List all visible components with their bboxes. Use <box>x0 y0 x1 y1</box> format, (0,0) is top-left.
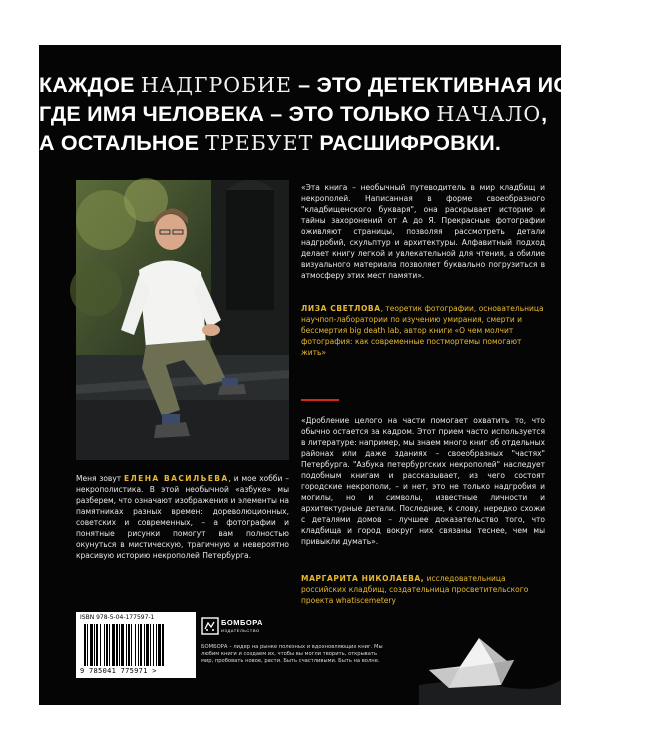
headline-accent-word: ТРЕБУЕТ <box>205 131 314 155</box>
isbn-barcode <box>76 612 196 678</box>
headline-text: А ОСТАЛЬНОЕ <box>39 131 206 155</box>
logo-subtitle: ИЗДАТЕЛЬСТВО <box>221 628 260 633</box>
isbn-label: ISBN 978-5-04-177597-1 <box>80 614 155 621</box>
headline-line-2 <box>39 100 561 129</box>
author-bio <box>76 473 289 561</box>
red-divider <box>301 399 339 401</box>
headline-line-1 <box>39 71 650 100</box>
headline <box>39 71 650 158</box>
headline-line-3 <box>39 129 561 158</box>
author-photo <box>76 180 289 460</box>
author-role: исследовательница российских кладбищ, создательница просветительского проекта whatiscemetery <box>301 574 529 605</box>
publisher-logo <box>201 615 261 641</box>
bio-text: , и мое хобби – некрополистика. В этой необычной «азбуке» мы разберем, что означают изображения и элементы на памятниках разных времен: дореволюционных, советских и современных, – а фотографии и понятные рисунки помогут вам полностью окунуться в мистическую, трагичную и невероятно красивую историю некрополей Петербурга. <box>76 474 289 560</box>
headline-text: РАСШИФРОВКИ. <box>313 131 502 155</box>
headline-accent-word: НАЧАЛО <box>436 102 542 126</box>
bio-author-name: ЕЛЕНА ВАСИЛЬЕВА <box>124 474 229 483</box>
headline-text: , <box>541 102 548 126</box>
barcode-bars <box>84 624 188 666</box>
review-author-2 <box>301 573 545 606</box>
review-quote-2: «Дробление целого на части помогает охватить то, что обычно остается за кадром. Этот прием часто используется в литературе: например, мы знаем много книг об отдельных районах или даже зданиях – своеобразных "частях" Петербурга. "Азбука петербургских некрополей" наследует подобным книгам и рассказывает, из чего состоят городские некрополи, – и нет, это не только надгробия и могилы, но и символы, известные личности и архитектурные детали. Последние, к слову, нередко схожи с деталями домов – лучшее доказательство того, что кладбища и город вокруг них связаны теснее, чем мы привыкли думать». <box>301 416 545 546</box>
logo-brand: БОМБОРА <box>221 618 263 627</box>
author-name: ЛИЗА СВЕТЛОВА <box>301 304 381 313</box>
book-back-cover <box>39 45 650 705</box>
headline-text: – ЭТО ДЕТЕКТИВНАЯ ИСТОРИЯ, <box>292 73 650 97</box>
author-role: , теоретик фотографии, основательница научпоп-лаборатории по изучению умирания, смерти и бессмертия big death lab, автор книги «О чем молчит фотография: как современные постмортемы помогают жить» <box>301 304 544 357</box>
paper-boat-image <box>419 630 561 705</box>
publisher-description: БОМБОРА – лидер на рынке полезных и вдохновляющих книг. Мы любим книги и создаем их, чтобы вы могли творить, открывать мир, пробовать новое, расти. Быть счастливыми. Быть на волне. <box>201 644 383 664</box>
bio-text: Меня зовут <box>76 474 125 483</box>
bombora-logo-icon <box>201 617 219 635</box>
review-author-1 <box>301 303 545 358</box>
headline-text: КАЖДОЕ <box>39 73 141 97</box>
headline-accent-word: НАДГРОБИЕ <box>140 73 292 97</box>
review-quote-1: «Эта книга – необычный путеводитель в мир кладбищ и некрополей. Написанная в форме своеобразного "кладбищенского букваря", она раскрывает историю и тайны захоронений от А до Я. Прекрасные фотографии оживляют страницы, позволяя рассмотреть детали надгробий, скульптур и архитектуры. Алфавитный подход делает книгу легкой и увлекательной для чтения, а обилие визуального материала позволяет буквально погрузиться в атмосферу этих мест памяти». <box>301 183 545 280</box>
barcode-digits: 9 785041 775971 > <box>80 667 157 675</box>
headline-text: ГДЕ ИМЯ ЧЕЛОВЕКА – ЭТО ТОЛЬКО <box>39 102 437 126</box>
author-name: МАРГАРИТА НИКОЛАЕВА, <box>301 574 425 583</box>
